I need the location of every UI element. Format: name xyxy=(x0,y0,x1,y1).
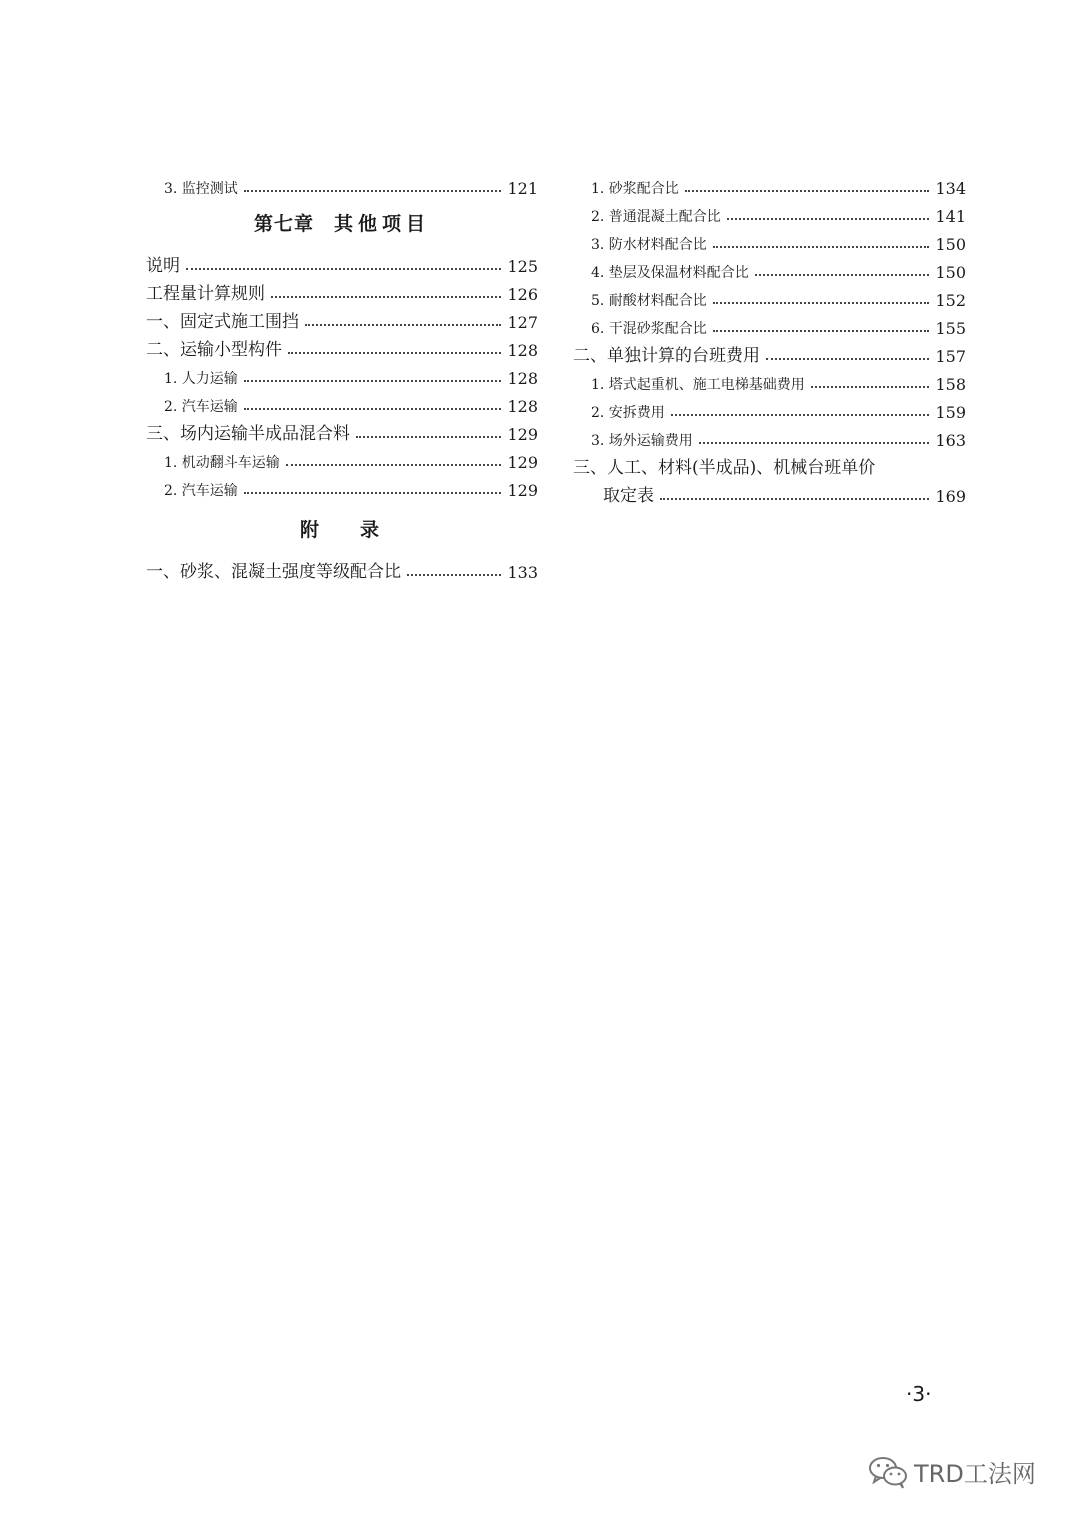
toc-entry[interactable] xyxy=(573,282,966,310)
toc-entry-page: 150 xyxy=(935,235,966,254)
leader-dots xyxy=(186,267,501,270)
toc-entry[interactable] xyxy=(146,388,538,416)
wechat-icon xyxy=(868,1455,908,1489)
toc-entry[interactable] xyxy=(146,276,538,304)
toc-entry-label: 4. 垫层及保温材料配合比 xyxy=(591,265,749,281)
toc-entry-page: 133 xyxy=(507,563,538,582)
toc-entry-continuation[interactable] xyxy=(573,478,966,506)
toc-entry[interactable] xyxy=(146,444,538,472)
leader-dots xyxy=(766,357,929,360)
page-number: ·3· xyxy=(906,1382,932,1406)
toc-entry-page: 121 xyxy=(507,179,538,198)
toc-entry-label: 3. 防水材料配合比 xyxy=(591,237,707,253)
toc-entry[interactable] xyxy=(146,416,538,444)
leader-dots xyxy=(685,189,930,192)
toc-entry-label: 3. 场外运输费用 xyxy=(591,433,693,449)
toc-entry-label: 二、单独计算的台班费用 xyxy=(573,346,760,366)
toc-entry[interactable] xyxy=(146,248,538,276)
toc-entry-label: 1. 人力运输 xyxy=(164,371,238,387)
toc-entry-label: 1. 机动翻斗车运输 xyxy=(164,455,280,471)
toc-entry-page: 163 xyxy=(935,431,966,450)
toc-entry-label: 一、砂浆、混凝土强度等级配合比 xyxy=(146,562,401,582)
toc-entry-page: 128 xyxy=(507,369,538,388)
appendix-heading xyxy=(146,514,538,546)
leader-dots xyxy=(699,441,930,444)
toc-entry[interactable] xyxy=(573,450,966,478)
toc-entry-page: 141 xyxy=(935,207,966,226)
watermark-text: TRD工法网 xyxy=(914,1460,1036,1488)
toc-entry-page: 157 xyxy=(935,347,966,366)
leader-dots xyxy=(713,301,930,304)
toc-entry-page: 128 xyxy=(507,341,538,360)
leader-dots xyxy=(713,245,930,248)
toc-entry[interactable] xyxy=(146,554,538,582)
toc-entry-label: 2. 汽车运输 xyxy=(164,399,238,415)
toc-entry-page: 127 xyxy=(507,313,538,332)
toc-entry[interactable] xyxy=(573,170,966,198)
toc-entry-label: 说明 xyxy=(146,256,180,276)
chapter-title: 其他项目 xyxy=(334,213,431,235)
toc-entry-label: 三、人工、材料(半成品)、机械台班单价 xyxy=(573,458,876,478)
toc-entry-page: 152 xyxy=(935,291,966,310)
toc-entry-label: 3. 监控测试 xyxy=(164,181,238,197)
toc-entry[interactable] xyxy=(573,310,966,338)
toc-entry[interactable] xyxy=(573,338,966,366)
toc-entry[interactable] xyxy=(573,198,966,226)
toc-entry-label: 二、运输小型构件 xyxy=(146,340,282,360)
toc-entry-page: 158 xyxy=(935,375,966,394)
leader-dots xyxy=(244,379,502,382)
toc-entry-page: 129 xyxy=(507,425,538,444)
leader-dots xyxy=(811,385,930,388)
leader-dots xyxy=(244,407,502,410)
toc-entry-page: 155 xyxy=(935,319,966,338)
watermark xyxy=(868,1454,1036,1489)
leader-dots xyxy=(660,497,929,500)
toc-entry-label: 6. 干混砂浆配合比 xyxy=(591,321,707,337)
toc-entry-label: 工程量计算规则 xyxy=(146,284,265,304)
toc-entry-page: 150 xyxy=(935,263,966,282)
toc-entry[interactable] xyxy=(573,254,966,282)
toc-entry-label: 2. 汽车运输 xyxy=(164,483,238,499)
toc-entry-label: 一、固定式施工围挡 xyxy=(146,312,299,332)
toc-entry-label: 取定表 xyxy=(603,486,654,506)
chapter-number: 第七章 xyxy=(253,213,314,235)
toc-entry[interactable] xyxy=(573,226,966,254)
toc-entry[interactable] xyxy=(573,394,966,422)
leader-dots xyxy=(727,217,930,220)
leader-dots xyxy=(286,463,502,466)
toc-left-column xyxy=(146,170,538,582)
toc-entry-page: 126 xyxy=(507,285,538,304)
toc-entry[interactable] xyxy=(146,472,538,500)
toc-entry-label: 1. 塔式起重机、施工电梯基础费用 xyxy=(591,377,805,393)
toc-entry-page: 125 xyxy=(507,257,538,276)
chapter-heading xyxy=(146,208,538,240)
toc-entry-page: 159 xyxy=(935,403,966,422)
toc-entry[interactable] xyxy=(573,366,966,394)
toc-right-column xyxy=(573,170,966,506)
leader-dots xyxy=(244,491,502,494)
leader-dots xyxy=(407,573,501,576)
toc-entry[interactable] xyxy=(146,332,538,360)
leader-dots xyxy=(713,329,930,332)
toc-entry-page: 169 xyxy=(935,487,966,506)
toc-entry-label: 三、场内运输半成品混合料 xyxy=(146,424,350,444)
toc-entry-page: 134 xyxy=(935,179,966,198)
toc-entry-label: 1. 砂浆配合比 xyxy=(591,181,679,197)
leader-dots xyxy=(244,189,502,192)
leader-dots xyxy=(356,435,501,438)
toc-entry[interactable] xyxy=(146,170,538,198)
appendix-heading-part1: 附 xyxy=(299,519,320,541)
leader-dots xyxy=(271,295,501,298)
leader-dots xyxy=(305,323,501,326)
leader-dots xyxy=(671,413,930,416)
toc-entry-page: 128 xyxy=(507,397,538,416)
leader-dots xyxy=(755,273,930,276)
toc-entry[interactable] xyxy=(146,304,538,332)
toc-entry-label: 2. 普通混凝土配合比 xyxy=(591,209,721,225)
toc-entry-label: 5. 耐酸材料配合比 xyxy=(591,293,707,309)
appendix-heading-part2: 录 xyxy=(360,519,385,541)
toc-entry-page: 129 xyxy=(507,453,538,472)
toc-entry-page: 129 xyxy=(507,481,538,500)
leader-dots xyxy=(288,351,501,354)
toc-entry-label: 2. 安拆费用 xyxy=(591,405,665,421)
toc-entry[interactable] xyxy=(573,422,966,450)
toc-entry[interactable] xyxy=(146,360,538,388)
